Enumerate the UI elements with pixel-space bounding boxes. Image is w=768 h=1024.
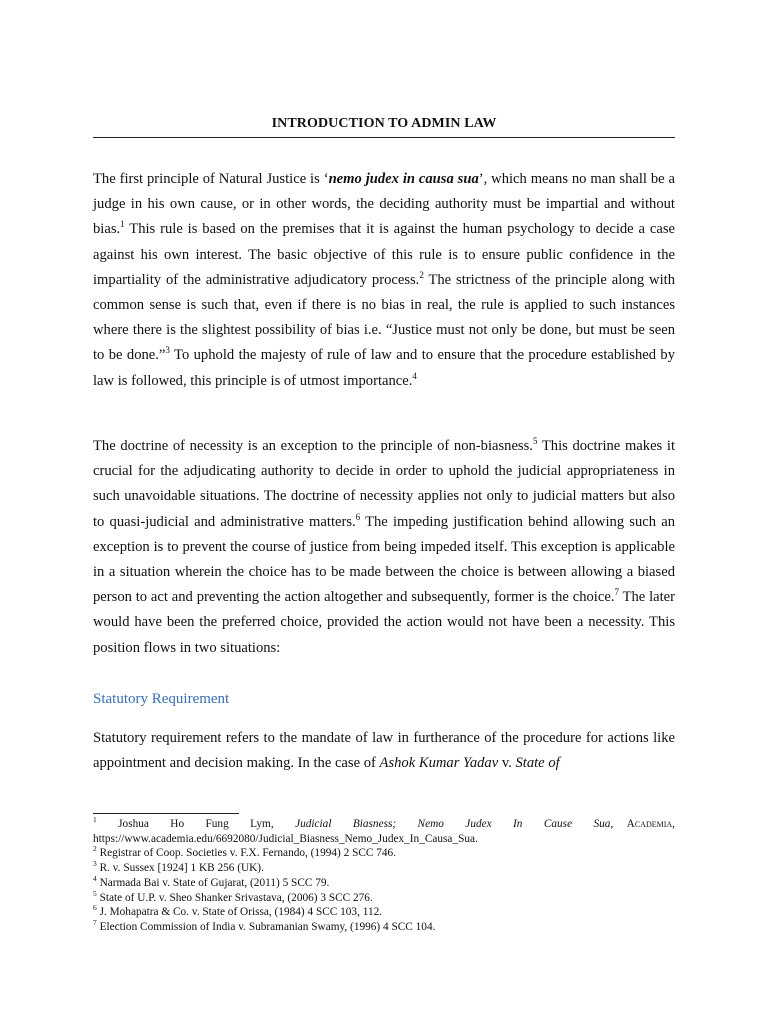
footnote-text: Registrar of Coop. Societies v. F.X. Fernando, (1994) 2 SCC 746. <box>96 847 397 860</box>
footnote-7 <box>93 920 675 935</box>
footnote-number: 6 <box>93 903 97 913</box>
footnote-link[interactable]: , https://www.academia.edu/6692080/Judicial_Biasness_Nemo_Judex_In_Causa_Sua. <box>93 818 675 845</box>
section-heading: Statutory Requirement <box>93 691 230 707</box>
footnote-ref-4[interactable]: 4 <box>412 370 417 381</box>
footnote-number: 3 <box>93 859 97 869</box>
footnote-text: R. v. Sussex [1924] 1 KB 256 (UK). <box>96 862 264 875</box>
case-name-italic: Ashok Kumar Yadav <box>379 755 499 772</box>
text-segment: The strictness of the principle along with common sense is such that, even if there is no bias in real, the rule is applied to such instances where there is the slightest possibility of bias i.e. “Justice must not only be done, but must be seen to be done.” <box>93 271 675 364</box>
footnote-ref-2[interactable]: 2 <box>419 269 424 280</box>
paragraph-doctrine-of-necessity <box>93 434 675 661</box>
text-segment: The doctrine of necessity is an exception to the principle of non-biasness. <box>93 438 533 454</box>
footnote-text: Narmada Bai v. State of Gujarat, (2011) 5 SCC 79. <box>96 876 330 889</box>
text-segment: ’, which means no man shall be a judge in his own cause, or in other words, the deciding authority must be impartial and without bias. <box>93 171 675 238</box>
case-name-italic: State of <box>515 755 560 772</box>
text-segment: To uphold the majesty of rule of law and to ensure that the procedure established by law is followed, this principle is of utmost importance. <box>93 347 676 389</box>
footnotes <box>93 817 675 935</box>
footnote-6 <box>93 905 675 920</box>
footnote-text: Joshua Ho Fung Lym, <box>96 818 296 830</box>
text-segment: The impeding justification behind allowing such an exception is to prevent the course of justice from being impeded itself. This exception is applicable in a situation wherein the choice has to be made between the choice is between allowing a biased person to act and preventing the action altogether and subsequently, former is the choice. <box>93 513 675 606</box>
paragraph-nemo-judex <box>93 167 675 394</box>
footnote-4 <box>93 876 675 891</box>
footnote-text: State of U.P. v. Sheo Shanker Srivastava, (2006) 3 SCC 276. <box>96 891 373 904</box>
footnote-number: 2 <box>93 844 97 854</box>
footnote-ref-5[interactable]: 5 <box>532 436 538 447</box>
footnote-3 <box>93 861 675 876</box>
footnote-text: Election Commission of India v. Subramanian Swamy, (1996) 4 SCC 104. <box>96 920 436 933</box>
paragraph-statutory-requirement <box>93 726 675 776</box>
footnote-number: 5 <box>93 888 97 898</box>
text-segment: Statutory requirement refers to the mandate of law in furtherance of the procedure for actions like appointment and decision making. In the case of <box>93 730 675 772</box>
footnote-text: J. Mohapatra & Co. v. State of Orissa, (1984) 4 SCC 103, 112. <box>96 906 383 919</box>
footnote-ref-1[interactable]: 1 <box>120 219 125 230</box>
footnote-italic: Judicial Biasness; Nemo Judex In Cause Sua <box>295 818 611 830</box>
footnote-number: 7 <box>93 918 97 928</box>
footnote-number: 4 <box>93 874 97 884</box>
footnote-smallcaps: Academia <box>626 818 673 830</box>
footnote-number: 1 <box>93 815 97 825</box>
page-title: INTRODUCTION TO ADMIN LAW <box>271 116 497 131</box>
footnote-1 <box>93 817 675 846</box>
text-segment: This rule is based on the premises that it is against the human psychology to decide a case against his own interest. The basic objective of this rule is to ensure public confidence in the impartiality of the administrative adjudicatory process. <box>93 221 675 288</box>
text-segment: The first principle of Natural Justice is ‘ <box>93 171 329 187</box>
footnote-5 <box>93 888 675 906</box>
title-underline <box>93 137 675 138</box>
footnote-ref-3[interactable]: 3 <box>165 345 170 356</box>
text-segment: The later would have been the preferred choice, provided the action would not have been a necessity. This position flows in two situations: <box>93 589 675 656</box>
text-segment: This doctrine makes it crucial for the adjudicating authority to decide in order to uphold the judicial appropriateness in such unavoidable situations. The doctrine of necessity applies not only to judicial matters but also to quasi-judicial and administrative matters. <box>93 438 675 530</box>
footnote-ref-6[interactable]: 6 <box>355 511 361 522</box>
footnote-separator <box>93 813 239 814</box>
footnote-2 <box>93 846 675 861</box>
italic-phrase: nemo judex in causa sua <box>328 171 479 187</box>
footnote-text: , <box>610 818 627 830</box>
footnote-ref-7[interactable]: 7 <box>614 587 619 598</box>
text-segment: v. <box>498 755 516 772</box>
